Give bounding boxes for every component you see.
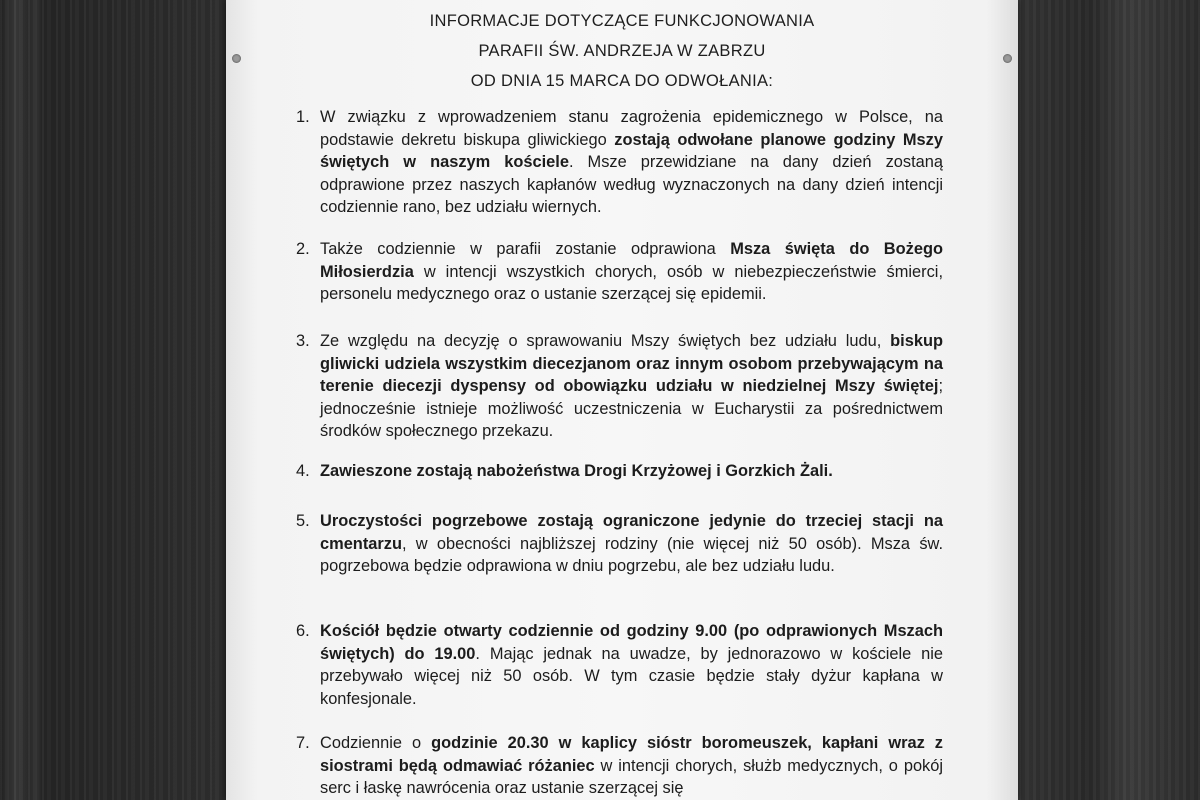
item-text-segment: ; jednocześnie istnieje możliwość uczestniczenia w Eucharystii za pośrednictwem środków społecznego przekazu. — [320, 377, 943, 441]
item-text-segment: . Msze przewidziane na dany dzień zostaną odprawione przez naszych kapłanów według wyznaczonych na dany dzień intencji codziennie rano, bez udziału wiernych. — [320, 153, 943, 217]
list-item — [296, 238, 943, 306]
item-number: 4. — [296, 462, 310, 480]
item-text — [320, 238, 943, 306]
item-text-bold: Zawieszone zostają nabożeństwa Drogi Krzyżowej i Gorzkich Żali. — [320, 462, 833, 480]
item-text-segment: Codziennie o — [320, 734, 432, 752]
header-line-3: OD DNIA 15 MARCA DO ODWOŁANIA: — [470, 72, 774, 90]
item-number: 5. — [296, 512, 310, 530]
item-number: 1. — [296, 108, 310, 126]
item-text-bold: zostają odwołane planowe godziny Mszy świętych w naszym kościele — [320, 130, 943, 172]
header-line-2: PARAFII ŚW. ANDRZEJA W ZABRZU — [478, 42, 766, 60]
list-item — [296, 732, 944, 800]
notice-sheet — [226, 0, 1018, 800]
wooden-door-left — [0, 0, 222, 800]
item-text-segment: , w obecności najbliższej rodziny (nie więcej niż 50 osób). Msza św. pogrzebowa będzie odprawiona w dniu pogrzebu, ale bez udziału ludu. — [320, 534, 943, 576]
notice-header — [226, 6, 1018, 96]
list-item — [296, 460, 943, 483]
item-number: 3. — [296, 332, 310, 350]
item-text — [320, 732, 943, 800]
list-item — [296, 620, 943, 710]
item-text-segment: . Mając jednak na uwadze, by jednorazowo w kościele nie przebywało więcej niż 50 osób. W tym czasie będzie stały dyżur kapłana w konfesjonale. — [320, 644, 943, 708]
list-item — [296, 510, 943, 578]
item-text-bold: godzinie 20.30 w kaplicy sióstr boromeuszek, kapłani wraz z siostrami będą odmawiać różaniec — [320, 734, 943, 775]
item-text-segment: Ze względu na decyzję o sprawowaniu Mszy świętych bez udziału ludu, — [320, 332, 891, 350]
list-item — [296, 330, 943, 443]
item-number: 6. — [296, 622, 310, 640]
item-text-bold: Msza święta do Bożego Miłosierdzia — [320, 240, 943, 281]
item-text-segment: w intencji wszystkich chorych, osób w niebezpieczeństwie śmierci, personelu medycznego oraz o ustanie szerzącej się epidemii. — [320, 262, 943, 304]
item-text — [320, 460, 943, 483]
header-line-1: INFORMACJE DOTYCZĄCE FUNKCJONOWANIA — [429, 12, 815, 30]
item-text-bold: Kościół będzie otwarty codziennie od godziny 9.00 (po odprawionych Mszach świętych) do 19.00 — [320, 622, 943, 663]
item-number: 2. — [296, 240, 310, 258]
list-item — [296, 106, 943, 219]
wooden-door-right — [1018, 0, 1200, 800]
item-text-segment: Także codziennie w parafii zostanie odprawiona — [320, 240, 731, 258]
item-text-segment: w intencji chorych, służb medycznych, o pokój serc i łaskę nawrócenia oraz ustanie szerzącej się — [320, 756, 944, 798]
item-text — [320, 620, 943, 710]
item-text-segment: W związku z wprowadzeniem stanu zagrożenia epidemicznego w Polsce, na podstawie dekretu biskupa gliwickiego — [320, 108, 943, 149]
item-text — [320, 330, 943, 443]
item-text-bold: biskup gliwicki udziela wszystkim diecezjanom oraz innym osobom przebywającym na terenie diecezji dyspensy od obowiązku udziału w niedzielnej Mszy świętej — [320, 332, 943, 396]
item-text — [320, 510, 943, 578]
item-text — [320, 106, 943, 219]
item-text-bold: Uroczystości pogrzebowe zostają ograniczone jedynie do trzeciej stacji na cmentarzu — [320, 512, 943, 553]
item-number: 7. — [296, 734, 310, 752]
